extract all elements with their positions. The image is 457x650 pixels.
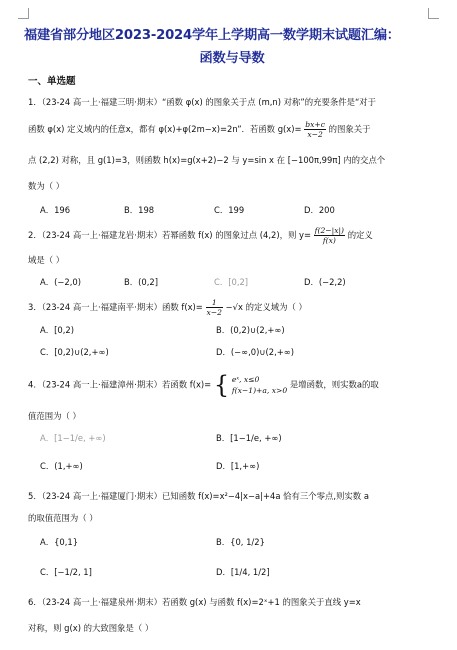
question-5-option-a: A．{0,1} — [40, 537, 79, 547]
document-title-line-2: 函数与导数 — [199, 51, 265, 66]
question-2-option-a: A．(−2,0) — [40, 277, 81, 287]
page-corner-mark — [18, 8, 29, 19]
fraction-denominator: x−2 — [206, 308, 222, 317]
question-4-text: 是增函数，则实数a的取 — [289, 379, 379, 390]
question-4-option-b: B．[1−1/e, +∞) — [216, 433, 282, 443]
question-1-fraction — [304, 120, 326, 139]
question-2-option-b: B．(0,2] — [124, 277, 158, 287]
question-6-line-1: 6．（23-24 高一上·福建泉州·期末）若函数 g(x) 与函数 f(x)=2ˣ+1 的图象关于直线 y=x — [28, 597, 361, 607]
question-3-text: −√x 的定义域为（ ） — [225, 302, 307, 312]
piecewise-case-1: eˣ, x≤0 — [231, 375, 260, 384]
question-2-line-1 — [28, 226, 373, 245]
question-4-option-a: A．[1−1/e, +∞) — [40, 433, 106, 443]
question-3-option-d: D．(−∞,0)∪(2,+∞) — [216, 347, 294, 357]
section-heading: 一、单选题 — [28, 76, 76, 87]
piecewise-brace: { — [213, 371, 230, 399]
fraction-numerator: bx+c — [305, 120, 325, 129]
question-4-text: 4．（23-24 高一上·福建漳州·期末）若函数 f(x)= — [28, 379, 212, 390]
question-3-text: 3．（23-24 高一上·福建南平·期末）函数 f(x)= — [28, 302, 203, 312]
question-1-option-a: A．196 — [40, 205, 71, 215]
piecewise-case-2: f(x−1)+a, x>0 — [231, 386, 288, 395]
question-2-line-2: 域是（ ） — [28, 255, 65, 265]
fraction-numerator: 1 — [206, 298, 223, 308]
question-5-option-c: C．[−1/2, 1] — [40, 567, 92, 577]
question-3-option-a: A．[0,2) — [40, 325, 74, 335]
fraction-numerator: f(2−|x|) — [314, 226, 345, 235]
question-4-line-1 — [28, 371, 379, 399]
question-2-text: 2．（23-24 高一上·福建龙岩·期末）若幂函数 f(x) 的图象过点 (4,2)，则 y= — [28, 230, 311, 240]
question-5-option-b: B．{0, 1/2} — [216, 537, 265, 547]
question-2-text: 的定义 — [347, 230, 373, 240]
question-4-option-c: C．(1,+∞) — [40, 461, 83, 471]
fraction-denominator: x−2 — [307, 130, 323, 139]
question-3-option-c: C．[0,2)∪(2,+∞) — [40, 347, 109, 357]
question-2-option-c: C．[0,2] — [214, 277, 249, 287]
question-1-line-3: 点 (2,2) 对称，且 g(1)=3，则函数 h(x)=g(x+2)−2 与 y=sin x 在 [−100π,99π] 内的交点个 — [28, 155, 386, 165]
question-3-line-1 — [28, 298, 307, 317]
question-1-text: 的图象关于 — [328, 124, 371, 134]
question-5-option-d: D．[1/4, 1/2] — [216, 567, 270, 577]
piecewise-cases — [232, 374, 287, 396]
question-4-line-2: 值范围为（ ） — [28, 411, 81, 421]
question-1-option-b: B．198 — [124, 205, 155, 215]
question-1-text: 函数 φ(x) 定义域内的任意x，都有 φ(x)+φ(2m−x)=2n”．若函数 g(x)= — [28, 124, 302, 134]
question-3-option-b: B．(0,2)∪(2,+∞) — [216, 325, 285, 335]
question-1-line-4: 数为（ ） — [28, 181, 65, 191]
document-title-line-1: 福建省部分地区2023-2024学年上学期高一数学期末试题汇编： — [24, 28, 400, 43]
question-1-option-c: C．199 — [214, 205, 245, 215]
question-2-fraction — [314, 226, 345, 245]
question-1-option-d: D．200 — [304, 205, 335, 215]
question-5-line-2: 的取值范围为（ ） — [28, 513, 98, 523]
question-1-line-1: 1．（23-24 高一上·福建三明·期末）“函数 φ(x) 的图象关于点 (m,n) 对称”的充要条件是“对于 — [28, 97, 377, 107]
question-1-line-2 — [28, 120, 371, 139]
question-2-option-d: D．(−2,2) — [304, 277, 346, 287]
question-3-fraction — [206, 298, 223, 317]
question-6-line-2: 对称，则 g(x) 的大致图象是（ ） — [28, 623, 154, 633]
question-5-line-1: 5．（23-24 高一上·福建厦门·期末）已知函数 f(x)=x²−4|x−a|+4a 恰有三个零点,则实数 a — [28, 491, 369, 501]
question-4-option-d: D．[1,+∞) — [216, 461, 260, 471]
fraction-denominator: f(x) — [322, 236, 336, 245]
page-corner-mark — [428, 8, 439, 19]
